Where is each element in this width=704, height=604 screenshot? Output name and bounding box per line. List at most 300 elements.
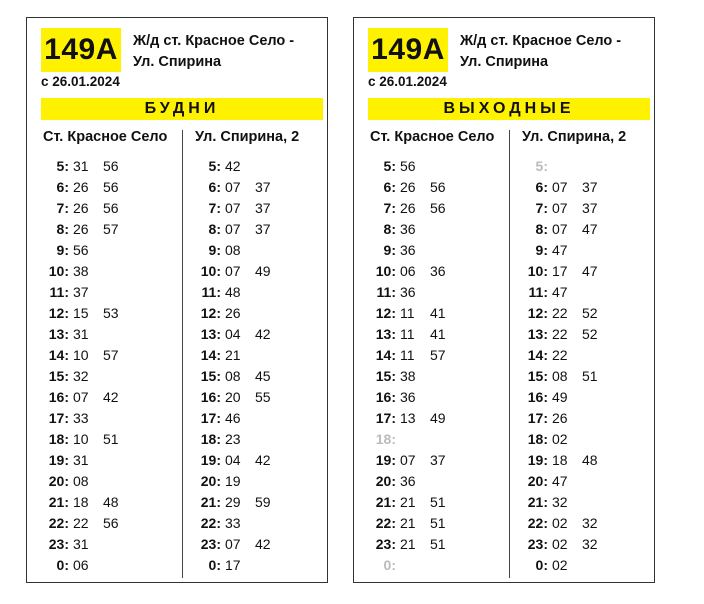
route-number-badge: 149А [41, 28, 121, 72]
departure-minute: 47 [552, 242, 568, 258]
hour-label: 15: [527, 368, 548, 384]
hour-label: 18: [48, 431, 69, 447]
timetable-row [372, 555, 460, 576]
departure-minute: 36 [400, 473, 416, 489]
minutes-group [225, 555, 255, 576]
hour-label: 22: [375, 515, 396, 531]
hour-label: 9: [56, 242, 69, 258]
timetable-row [45, 345, 133, 366]
departure-minute: 49 [255, 263, 271, 279]
timetable-row [372, 471, 460, 492]
hour-label: 17: [48, 410, 69, 426]
hour-label: 20: [200, 473, 221, 489]
departure-minute: 07 [552, 179, 568, 195]
timetable-row [197, 261, 285, 282]
minutes-group [400, 492, 460, 513]
minutes-group [73, 303, 133, 324]
minutes-group [400, 324, 460, 345]
minutes-group [400, 177, 460, 198]
timetable-row [372, 408, 460, 429]
hour-label: 0: [56, 557, 69, 573]
departure-minute: 52 [582, 326, 598, 342]
minutes-group [225, 156, 255, 177]
departure-minute: 10 [73, 431, 89, 447]
minutes-group [73, 156, 133, 177]
timetable-row [197, 555, 285, 576]
minutes-group [400, 408, 460, 429]
hour-label: 19: [48, 452, 69, 468]
minutes-group [73, 345, 133, 366]
hour-label: 18: [375, 431, 396, 447]
timetable-row [197, 534, 285, 555]
hour-label: 6: [208, 179, 221, 195]
timetable-row [524, 219, 612, 240]
hour-label: 0: [383, 557, 396, 573]
weekdays-timetable-card [26, 17, 328, 583]
minutes-group [73, 513, 133, 534]
departure-minute: 36 [400, 242, 416, 258]
timetable-row [45, 240, 133, 261]
route-description-line2: Ул. Спирина [460, 54, 549, 70]
to-departures-column [197, 156, 285, 576]
departure-minute: 37 [255, 179, 271, 195]
minutes-group [400, 156, 430, 177]
departure-minute: 07 [225, 200, 241, 216]
departure-minute: 51 [582, 368, 598, 384]
timetable-row [524, 177, 612, 198]
column-divider [509, 130, 510, 578]
minutes-group [73, 324, 103, 345]
departure-minute: 10 [73, 347, 89, 363]
departure-minute: 07 [400, 452, 416, 468]
timetable-row [524, 492, 612, 513]
departure-minute: 08 [225, 242, 241, 258]
timetable-row [45, 177, 133, 198]
departure-minute: 32 [552, 494, 568, 510]
departure-minute: 51 [430, 494, 446, 510]
departure-minute: 48 [582, 452, 598, 468]
departure-minute: 02 [552, 515, 568, 531]
departure-minute: 57 [103, 347, 119, 363]
timetable-row [524, 156, 612, 177]
departure-minute: 21 [400, 515, 416, 531]
hour-label: 12: [200, 305, 221, 321]
minutes-group [225, 387, 285, 408]
timetable-row [197, 429, 285, 450]
departure-minute: 38 [400, 368, 416, 384]
timetable-row [372, 156, 460, 177]
departure-minute: 21 [400, 494, 416, 510]
departure-minute: 07 [225, 179, 241, 195]
minutes-group [400, 534, 460, 555]
timetable-row [524, 471, 612, 492]
departure-minute: 02 [552, 431, 568, 447]
hour-label: 10: [48, 263, 69, 279]
timetable-row [197, 366, 285, 387]
departure-minute: 56 [400, 158, 416, 174]
hour-label: 22: [48, 515, 69, 531]
timetable-row [524, 450, 612, 471]
departure-minute: 23 [225, 431, 241, 447]
timetable-row [524, 555, 612, 576]
departure-minute: 49 [430, 410, 446, 426]
departure-minute: 48 [103, 494, 119, 510]
minutes-group [73, 471, 103, 492]
departure-minute: 26 [73, 179, 89, 195]
hour-label: 12: [527, 305, 548, 321]
departure-minute: 53 [103, 305, 119, 321]
timetable-row [197, 513, 285, 534]
timetable-row [197, 492, 285, 513]
departure-minute: 18 [73, 494, 89, 510]
timetable-row [524, 429, 612, 450]
departure-minute: 22 [552, 305, 568, 321]
departure-minute: 06 [400, 263, 416, 279]
hour-label: 15: [200, 368, 221, 384]
departure-minute: 26 [400, 200, 416, 216]
hour-label: 14: [527, 347, 548, 363]
route-number-badge: 149А [368, 28, 448, 72]
departure-minute: 42 [225, 158, 241, 174]
departure-minute: 56 [73, 242, 89, 258]
hour-label: 6: [56, 179, 69, 195]
minutes-group [552, 555, 582, 576]
hour-label: 13: [200, 326, 221, 342]
departure-minute: 32 [73, 368, 89, 384]
timetable-row [524, 345, 612, 366]
minutes-group [400, 219, 430, 240]
minutes-group [552, 492, 582, 513]
departure-minute: 32 [582, 515, 598, 531]
minutes-group [552, 429, 582, 450]
timetable-row [197, 198, 285, 219]
departure-minute: 08 [552, 368, 568, 384]
minutes-group [552, 534, 612, 555]
timetable-row [197, 471, 285, 492]
day-type-header: БУДНИ [41, 98, 323, 120]
timetable-row [197, 387, 285, 408]
departure-minute: 45 [255, 368, 271, 384]
hour-label: 21: [375, 494, 396, 510]
departure-minute: 37 [582, 179, 598, 195]
minutes-group [73, 387, 133, 408]
timetable-row [372, 450, 460, 471]
minutes-group [400, 261, 460, 282]
hour-label: 9: [535, 242, 548, 258]
minutes-group [73, 492, 133, 513]
departure-minute: 17 [552, 263, 568, 279]
departure-minute: 07 [225, 221, 241, 237]
departure-minute: 21 [400, 536, 416, 552]
minutes-group [225, 324, 285, 345]
hour-label: 7: [208, 200, 221, 216]
hour-label: 17: [375, 410, 396, 426]
timetable-row [197, 219, 285, 240]
minutes-group [400, 198, 460, 219]
minutes-group [400, 345, 460, 366]
timetable-row [45, 408, 133, 429]
hour-label: 8: [383, 221, 396, 237]
departure-minute: 07 [552, 221, 568, 237]
hour-label: 14: [200, 347, 221, 363]
hour-label: 20: [48, 473, 69, 489]
hour-label: 12: [48, 305, 69, 321]
timetable-row [197, 450, 285, 471]
minutes-group [73, 366, 103, 387]
hour-label: 8: [208, 221, 221, 237]
timetable-row [197, 324, 285, 345]
timetable-row [524, 387, 612, 408]
hour-label: 22: [200, 515, 221, 531]
departure-minute: 56 [430, 179, 446, 195]
hour-label: 23: [200, 536, 221, 552]
minutes-group [552, 345, 582, 366]
timetable-row [197, 240, 285, 261]
to-stop-heading: Ул. Спирина, 2 [522, 129, 627, 145]
timetable-row [372, 492, 460, 513]
departure-minute: 56 [103, 158, 119, 174]
departure-minute: 56 [103, 515, 119, 531]
minutes-group [552, 240, 582, 261]
departure-minute: 31 [73, 326, 89, 342]
departure-minute: 37 [582, 200, 598, 216]
to-departures-column [524, 156, 612, 576]
hour-label: 9: [383, 242, 396, 258]
departure-minute: 41 [430, 305, 446, 321]
minutes-group [552, 177, 612, 198]
departure-minute: 02 [552, 557, 568, 573]
hour-label: 16: [48, 389, 69, 405]
hour-label: 10: [527, 263, 548, 279]
weekends-timetable-card [353, 17, 655, 583]
departure-minute: 17 [225, 557, 241, 573]
timetable-row [197, 282, 285, 303]
hour-label: 21: [200, 494, 221, 510]
departure-minute: 37 [73, 284, 89, 300]
from-stop-heading: Ст. Красное Село [43, 129, 168, 145]
minutes-group [225, 492, 285, 513]
hour-label: 17: [527, 410, 548, 426]
minutes-group [225, 219, 285, 240]
minutes-group [552, 471, 582, 492]
hour-label: 5: [535, 158, 548, 174]
minutes-group [73, 450, 103, 471]
departure-minute: 07 [552, 200, 568, 216]
departure-minute: 31 [73, 158, 89, 174]
minutes-group [73, 261, 103, 282]
timetable-row [524, 513, 612, 534]
departure-minute: 06 [73, 557, 89, 573]
timetable-row [45, 156, 133, 177]
departure-minute: 47 [582, 221, 598, 237]
departure-minute: 56 [103, 179, 119, 195]
timetable-row [524, 534, 612, 555]
route-description [460, 31, 650, 73]
departure-minute: 48 [225, 284, 241, 300]
departure-minute: 04 [225, 452, 241, 468]
hour-label: 10: [375, 263, 396, 279]
departure-minute: 37 [255, 200, 271, 216]
departure-minute: 07 [225, 263, 241, 279]
hour-label: 11: [528, 284, 548, 300]
departure-minute: 08 [73, 473, 89, 489]
timetable-row [372, 282, 460, 303]
timetable-row [45, 282, 133, 303]
timetable-row [372, 534, 460, 555]
minutes-group [552, 261, 612, 282]
minutes-group [400, 450, 460, 471]
departure-minute: 56 [430, 200, 446, 216]
hour-label: 20: [527, 473, 548, 489]
departure-minute: 52 [582, 305, 598, 321]
departure-minute: 38 [73, 263, 89, 279]
departure-minute: 22 [73, 515, 89, 531]
timetable-row [372, 240, 460, 261]
hour-label: 19: [200, 452, 221, 468]
hour-label: 9: [208, 242, 221, 258]
departure-minute: 31 [73, 536, 89, 552]
departure-minute: 18 [552, 452, 568, 468]
hour-label: 16: [375, 389, 396, 405]
timetable-row [45, 534, 133, 555]
departure-minute: 51 [430, 536, 446, 552]
departure-minute: 26 [400, 179, 416, 195]
departure-minute: 32 [582, 536, 598, 552]
hour-label: 5: [383, 158, 396, 174]
minutes-group [400, 240, 430, 261]
departure-minute: 11 [400, 347, 415, 363]
minutes-group [225, 450, 285, 471]
departure-minute: 26 [73, 221, 89, 237]
hour-label: 21: [527, 494, 548, 510]
hour-label: 8: [535, 221, 548, 237]
minutes-group [225, 408, 255, 429]
minutes-group [552, 303, 612, 324]
timetable-row [524, 408, 612, 429]
timetable-row [524, 261, 612, 282]
hour-label: 19: [375, 452, 396, 468]
minutes-group [225, 240, 255, 261]
timetable-row [524, 366, 612, 387]
hour-label: 17: [200, 410, 221, 426]
timetable-row [372, 366, 460, 387]
departure-minute: 42 [255, 536, 271, 552]
departure-minute: 56 [103, 200, 119, 216]
column-divider [182, 130, 183, 578]
departure-minute: 47 [552, 473, 568, 489]
timetable-row [45, 366, 133, 387]
minutes-group [400, 282, 430, 303]
hour-label: 23: [48, 536, 69, 552]
departure-minute: 26 [73, 200, 89, 216]
hour-label: 11: [376, 284, 396, 300]
hour-label: 13: [48, 326, 69, 342]
minutes-group [225, 303, 255, 324]
departure-minute: 42 [255, 452, 271, 468]
departure-minute: 11 [400, 326, 415, 342]
timetable-row [197, 303, 285, 324]
minutes-group [225, 366, 285, 387]
route-description-line1: Ж/д ст. Красное Село - [460, 33, 622, 49]
departure-minute: 21 [225, 347, 241, 363]
hour-label: 14: [48, 347, 69, 363]
hour-label: 23: [375, 536, 396, 552]
minutes-group [73, 240, 103, 261]
departure-minute: 33 [73, 410, 89, 426]
timetable-row [45, 471, 133, 492]
hour-label: 13: [375, 326, 396, 342]
departure-minute: 41 [430, 326, 446, 342]
timetable-row [372, 513, 460, 534]
effective-date: с 26.01.2024 [41, 74, 120, 89]
minutes-group [73, 177, 133, 198]
timetable-row [524, 303, 612, 324]
timetable-row [45, 198, 133, 219]
hour-label: 21: [48, 494, 69, 510]
timetable-row [45, 450, 133, 471]
departure-minute: 02 [552, 536, 568, 552]
timetable-row [372, 303, 460, 324]
timetable-row [197, 156, 285, 177]
minutes-group [400, 387, 430, 408]
timetable-row [45, 324, 133, 345]
from-departures-column [45, 156, 133, 576]
hour-label: 5: [208, 158, 221, 174]
departure-minute: 57 [430, 347, 446, 363]
departure-minute: 57 [103, 221, 119, 237]
minutes-group [73, 219, 133, 240]
timetable-row [524, 324, 612, 345]
minutes-group [73, 198, 133, 219]
day-type-header: ВЫХОДНЫЕ [368, 98, 650, 120]
minutes-group [73, 282, 103, 303]
timetable-row [45, 555, 133, 576]
timetable-row [372, 261, 460, 282]
timetable-row [524, 240, 612, 261]
departure-minute: 08 [225, 368, 241, 384]
minutes-group [225, 261, 285, 282]
timetable-row [372, 345, 460, 366]
departure-minute: 36 [400, 284, 416, 300]
minutes-group [552, 198, 612, 219]
minutes-group [400, 366, 430, 387]
minutes-group [400, 303, 460, 324]
minutes-group [552, 387, 582, 408]
hour-label: 23: [527, 536, 548, 552]
departure-minute: 26 [552, 410, 568, 426]
departure-minute: 15 [73, 305, 89, 321]
hour-label: 0: [535, 557, 548, 573]
hour-label: 11: [49, 284, 69, 300]
timetable-row [197, 345, 285, 366]
timetable-row [372, 387, 460, 408]
departure-minute: 47 [582, 263, 598, 279]
timetable-row [524, 198, 612, 219]
departure-minute: 07 [73, 389, 89, 405]
hour-label: 8: [56, 221, 69, 237]
departure-minute: 22 [552, 347, 568, 363]
from-departures-column [372, 156, 460, 576]
departure-minute: 07 [225, 536, 241, 552]
minutes-group [552, 366, 612, 387]
minutes-group [73, 534, 103, 555]
hour-label: 19: [527, 452, 548, 468]
minutes-group [552, 408, 582, 429]
hour-label: 15: [375, 368, 396, 384]
hour-label: 7: [383, 200, 396, 216]
hour-label: 10: [200, 263, 221, 279]
hour-label: 6: [383, 179, 396, 195]
